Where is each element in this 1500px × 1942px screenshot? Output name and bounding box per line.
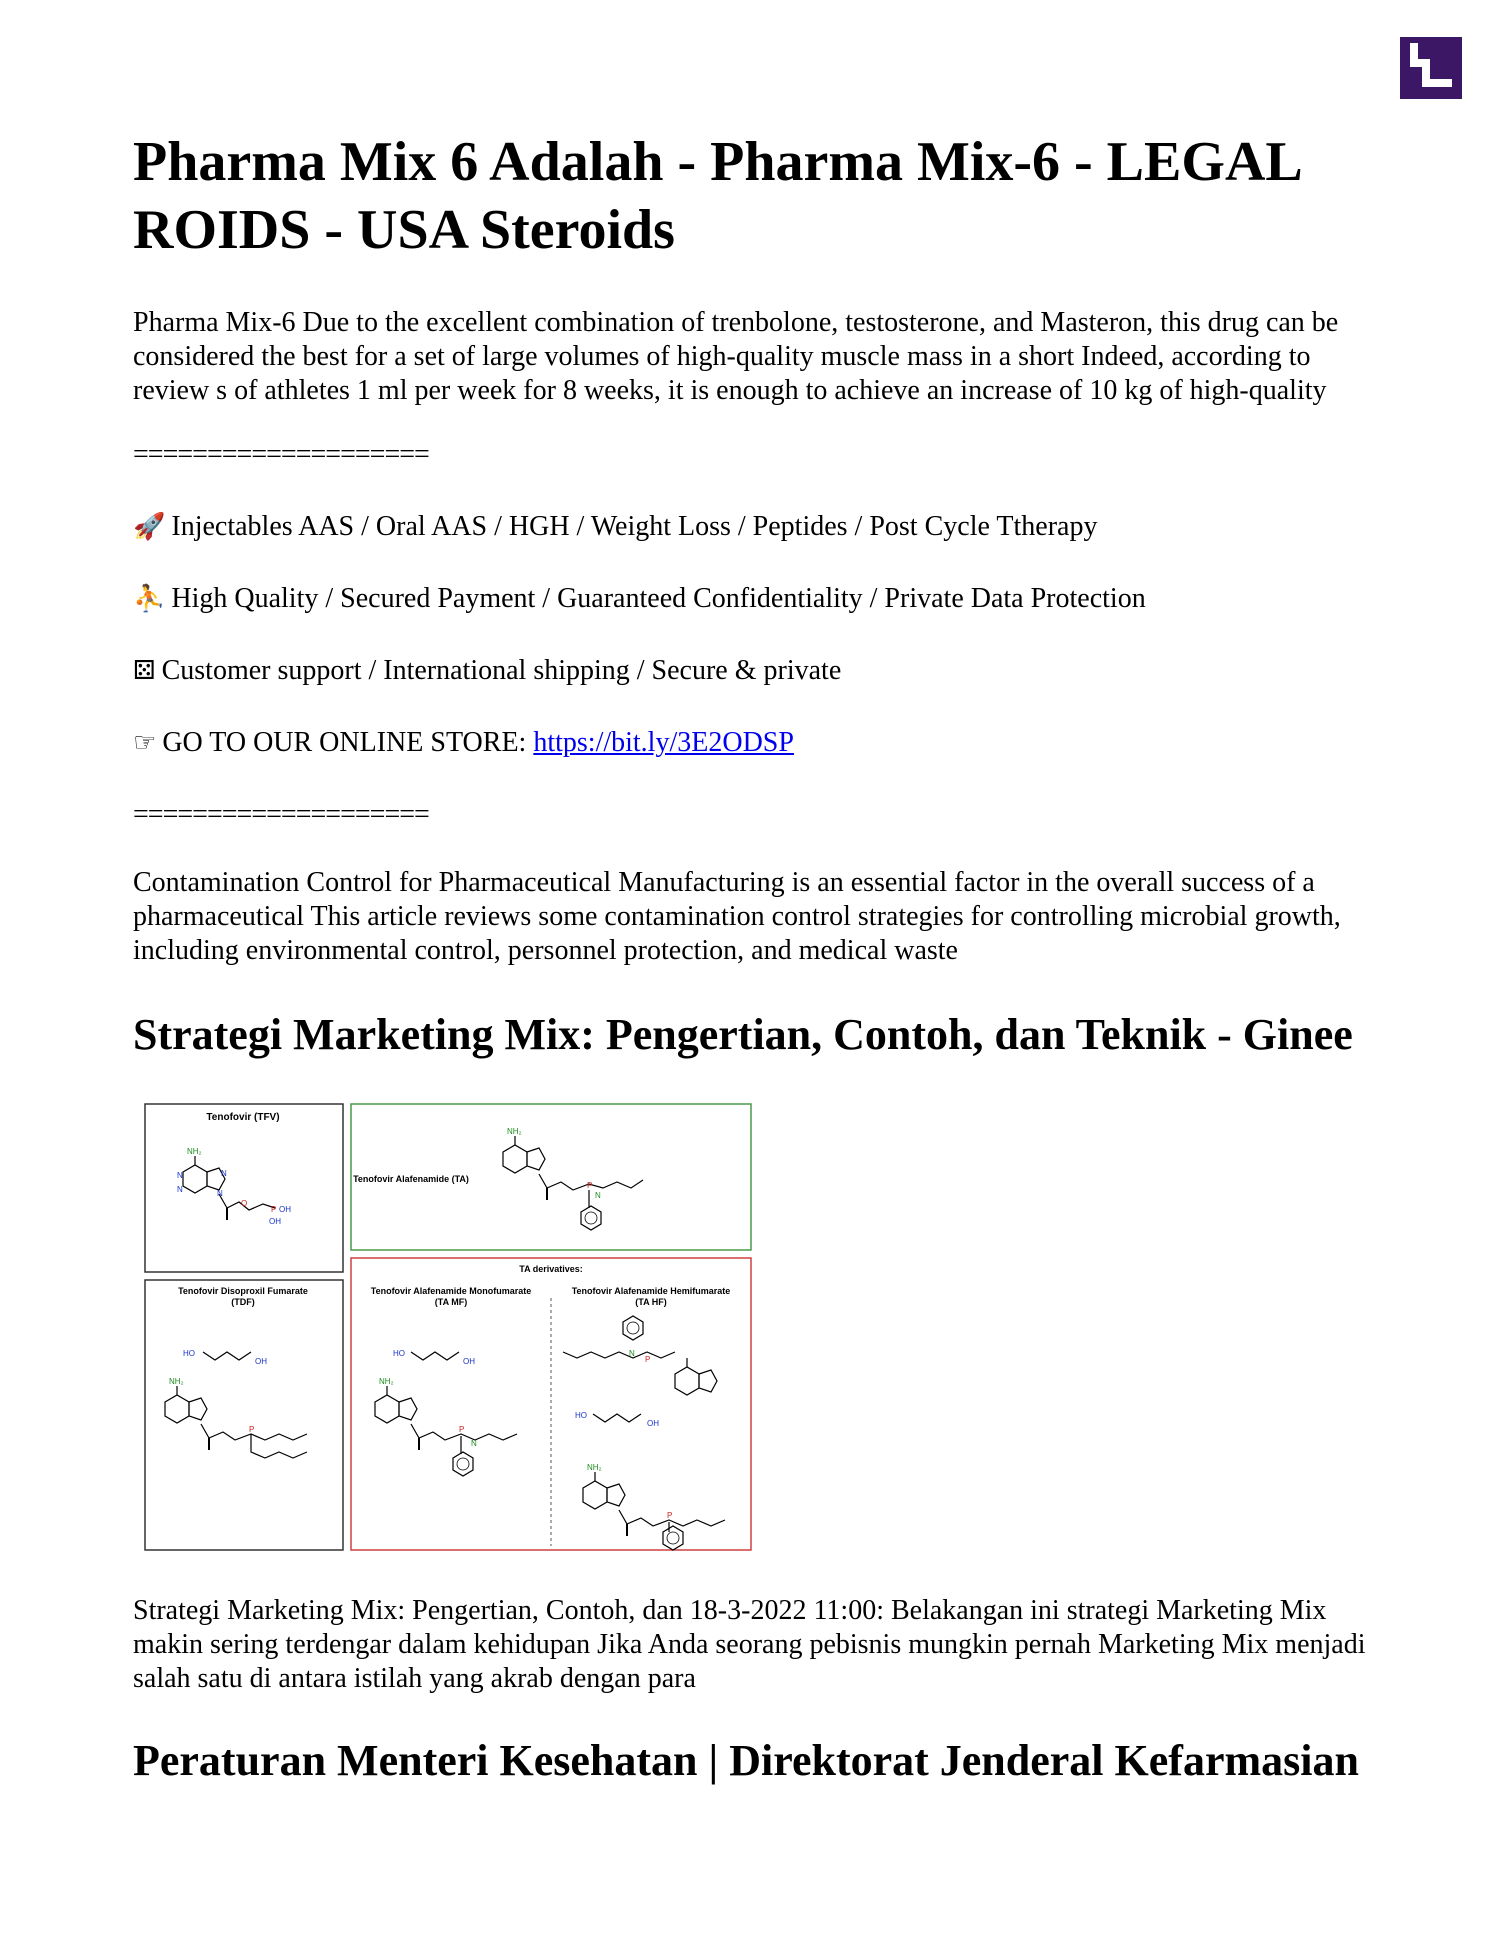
pointing-hand-icon: ☞ — [133, 728, 157, 758]
svg-text:OH: OH — [279, 1205, 291, 1214]
label-tdf: (TDF) — [231, 1297, 255, 1307]
label-tdf: Tenofovir Disoproxil Fumarate — [178, 1286, 308, 1296]
panel-ta-derivatives — [351, 1258, 751, 1550]
svg-text:NH₂: NH₂ — [379, 1377, 394, 1386]
svg-text:NH₂: NH₂ — [587, 1463, 602, 1472]
feature-line-support — [133, 654, 1373, 688]
feature-text: Injectables AAS / Oral AAS / HGH / Weight Loss / Peptides / Post Cycle Ttherapy — [171, 511, 1098, 542]
feature-text: Customer support / International shipping / Secure & private — [161, 655, 842, 686]
svg-text:OH: OH — [269, 1217, 281, 1226]
svg-text:P: P — [587, 1181, 593, 1190]
page-title: Pharma Mix 6 Adalah - Pharma Mix-6 - LEGAL ROIDS - USA Steroids — [133, 131, 1300, 261]
label-tamf: (TA MF) — [434, 1297, 468, 1307]
label-tahf: Tenofovir Alafenamide Hemifumarate — [571, 1286, 731, 1296]
bookmark-logo-icon[interactable] — [1400, 37, 1462, 99]
svg-text:NH₂: NH₂ — [507, 1127, 522, 1136]
svg-text:P: P — [271, 1205, 277, 1214]
article — [133, 128, 1373, 1828]
svg-text:N: N — [177, 1171, 183, 1180]
divider: ==================== — [133, 439, 429, 470]
svg-text:N: N — [177, 1185, 183, 1194]
svg-text:OH: OH — [647, 1419, 659, 1428]
svg-text:OH: OH — [463, 1357, 475, 1366]
svg-text:P: P — [667, 1511, 673, 1520]
section-heading-marketing-mix: Strategi Marketing Mix: Pengertian, Contoh, dan Teknik - Ginee — [133, 1010, 1353, 1059]
svg-text:N: N — [595, 1191, 601, 1200]
svg-text:N: N — [217, 1189, 223, 1198]
svg-text:P: P — [645, 1355, 651, 1364]
contamination-paragraph: Contamination Control for Pharmaceutical Manufacturing is an essential factor in the overall success of a pharmaceutical This article reviews some contamination control strategies for controlling microbial growth, including environmental control, personnel protection, and medical waste — [133, 867, 1341, 966]
svg-text:NH₂: NH₂ — [187, 1147, 202, 1156]
svg-text:P: P — [249, 1425, 255, 1434]
store-label: GO TO OUR ONLINE STORE: — [162, 727, 527, 758]
svg-text:HO: HO — [183, 1349, 195, 1358]
store-line — [133, 726, 1373, 760]
panel-tdf — [145, 1280, 343, 1550]
feature-text: High Quality / Secured Payment / Guaranteed Confidentiality / Private Data Protection — [171, 583, 1146, 614]
svg-text:N: N — [471, 1439, 477, 1448]
svg-text:OH: OH — [255, 1357, 267, 1366]
svg-text:HO: HO — [575, 1411, 587, 1420]
svg-text:HO: HO — [393, 1349, 405, 1358]
feature-line-products — [133, 510, 1373, 544]
section-heading-regulation: Peraturan Menteri Kesehatan | Direktorat Jenderal Kefarmasian — [133, 1736, 1359, 1785]
svg-text:NH₂: NH₂ — [169, 1377, 184, 1386]
intro-paragraph: Pharma Mix-6 Due to the excellent combination of trenbolone, testosterone, and Masteron, this drug can be considered the best for a set of large volumes of high-quality muscle mass in a short Indeed, according to review s of athletes 1 ml per week for 8 weeks, it is enough to achieve an increase of 10 kg of high-quality — [133, 307, 1339, 406]
marketing-mix-paragraph: Strategi Marketing Mix: Pengertian, Contoh, dan 18-3-2022 11:00: Belakangan ini strategi Marketing Mix makin sering terdengar dalam kehidupan Jika Anda seorang pebisnis mungkin pernah Marketing Mix menjadi salah satu di antara istilah yang akrab dengan para — [133, 1595, 1366, 1694]
rocket-icon: 🚀 — [133, 512, 166, 542]
svg-text:N: N — [629, 1349, 635, 1358]
divider: ==================== — [133, 799, 429, 830]
panel-tfv — [145, 1104, 343, 1272]
label-tahf: (TA HF) — [635, 1297, 667, 1307]
label-ta: Tenofovir Alafenamide (TA) — [353, 1174, 469, 1184]
label-tamf: Tenofovir Alafenamide Monofumarate — [370, 1286, 532, 1296]
svg-text:P: P — [459, 1425, 465, 1434]
store-link[interactable]: https://bit.ly/3E2ODSP — [533, 727, 794, 758]
svg-text:O: O — [241, 1199, 248, 1208]
label-ta-derivatives: TA derivatives: — [519, 1264, 583, 1274]
basket-icon: ⛹ — [133, 584, 166, 614]
label-tfv: Tenofovir (TFV) — [206, 1112, 280, 1123]
dice-icon: ⚄ — [133, 656, 156, 686]
feature-line-quality — [133, 582, 1373, 616]
tenofovir-structures-figure — [143, 1102, 755, 1554]
svg-text:N: N — [221, 1169, 227, 1178]
